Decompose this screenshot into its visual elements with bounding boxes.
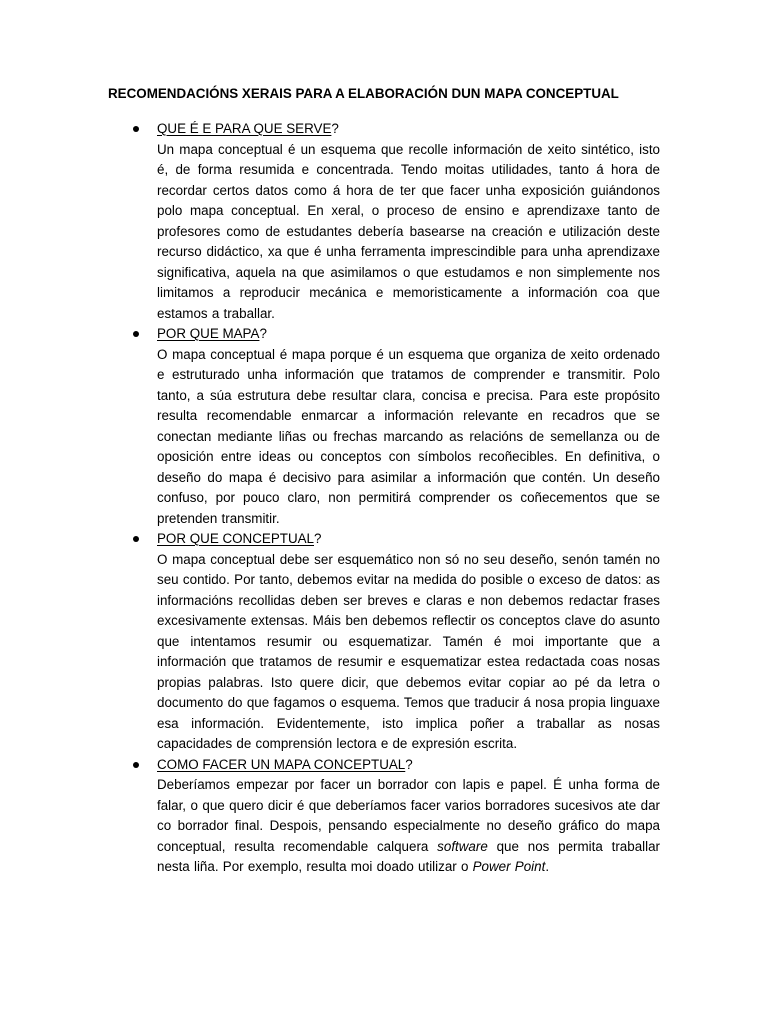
bullet-icon bbox=[133, 331, 139, 337]
heading-suffix: ? bbox=[259, 326, 267, 341]
heading-suffix: ? bbox=[331, 121, 339, 136]
section-paragraph: Un mapa conceptual é un esquema que recolle información de xeito sintético, isto é, de forma resumida e concentrada. Tendo moitas utilidades, tanto á hora de recordar certos datos como á hora de ter que facer unha exposición guiándonos polo mapa conceptual. En xeral, o proceso de ensino e aprendizaxe tanto de profesores como de estudantes debería basearse na creación e utilización deste recurso didáctico, xa que é unha ferramenta imprescindible para unha aprendizaxe significativa, aquela na que asimilamos o que estudamos e non simplemente nos limitamos a reproducir mecánica e memoristicamente a información coa que estamos a traballar. bbox=[157, 141, 660, 321]
heading-text: POR QUE CONCEPTUAL bbox=[157, 531, 314, 546]
bullet-list bbox=[108, 119, 660, 878]
section-por-que-mapa bbox=[108, 324, 660, 529]
software-term: software bbox=[437, 838, 488, 854]
section-paragraph: O mapa conceptual debe ser esquemático non só no seu deseño, senón tamén no seu contido. Por tanto, debemos evitar na medida do posible o exceso de datos: as informacións recollidas deben ser breves e claras e non debemos redactar frases excesivamente extensas. Máis ben debemos reflectir os conceptos clave do asunto que intentamos resumir ou esquematizar. Tamén é moi importante que a información que tratamos de resumir e esquematizar estea redactada coas nosas propias palabras. Isto quere dicir, que debemos evitar copiar ao pé da letra o documento do que fagamos o esquema. Temos que traducir á nosa propia linguaxe esa información. Evidentemente, isto implica poñer a traballar as nosas capacidades de comprensión lectora e de expresión escrita. bbox=[157, 551, 660, 751]
paragraph-text: que nos permita traballar nesta liña. Por exemplo, resulta moi doado utilizar o bbox=[157, 838, 660, 874]
section-paragraph bbox=[157, 775, 660, 878]
section-heading bbox=[157, 755, 660, 776]
section-que-e bbox=[108, 119, 660, 324]
section-paragraph: O mapa conceptual é mapa porque é un esquema que organiza de xeito ordenado e estruturado unha información que tratamos de comprender e transmitir. Polo tanto, a súa estrutura debe resultar clara, concisa e precisa. Para este propósito resulta recomendable enmarcar a información relevante en recadros que se conectan mediante liñas ou frechas marcando as relacións de semellanza ou de oposición entre ideas ou conceptos con símbolos recoñecibles. En definitiva, o deseño do mapa é decisivo para asimilar a información que contén. Un deseño confuso, por pouco claro, non permitirá comprender os coñecementos que se pretenden transmitir. bbox=[157, 346, 660, 526]
heading-suffix: ? bbox=[405, 756, 413, 772]
section-heading bbox=[157, 324, 660, 345]
heading-text: QUE É E PARA QUE SERVE bbox=[157, 121, 332, 136]
paragraph-text: Deberíamos empezar por facer un borrador con lapis e papel. É unha forma de falar, o que quero dicir é que deberíamos facer varios borradores sucesivos ate dar co borrador final. Despois, pensando especialmente no deseño gráfico do mapa conceptual, resulta recomendable calquera bbox=[157, 777, 660, 854]
heading-suffix: ? bbox=[314, 531, 322, 546]
heading-text: POR QUE MAPA bbox=[157, 326, 260, 341]
bullet-icon bbox=[133, 126, 139, 132]
section-heading bbox=[157, 119, 660, 140]
section-heading bbox=[157, 529, 660, 550]
heading-text: COMO FACER UN MAPA CONCEPTUAL bbox=[157, 756, 406, 772]
section-por-que-conceptual bbox=[108, 529, 660, 755]
bullet-icon bbox=[133, 536, 139, 542]
section-como-facer bbox=[108, 755, 660, 878]
paragraph-text: . bbox=[545, 859, 550, 874]
bullet-icon bbox=[133, 762, 139, 768]
power-point-term: Power Point bbox=[472, 859, 546, 874]
document-title: RECOMENDACIÓNS XERAIS PARA A ELABORACIÓN DUN MAPA CONCEPTUAL bbox=[108, 86, 619, 101]
